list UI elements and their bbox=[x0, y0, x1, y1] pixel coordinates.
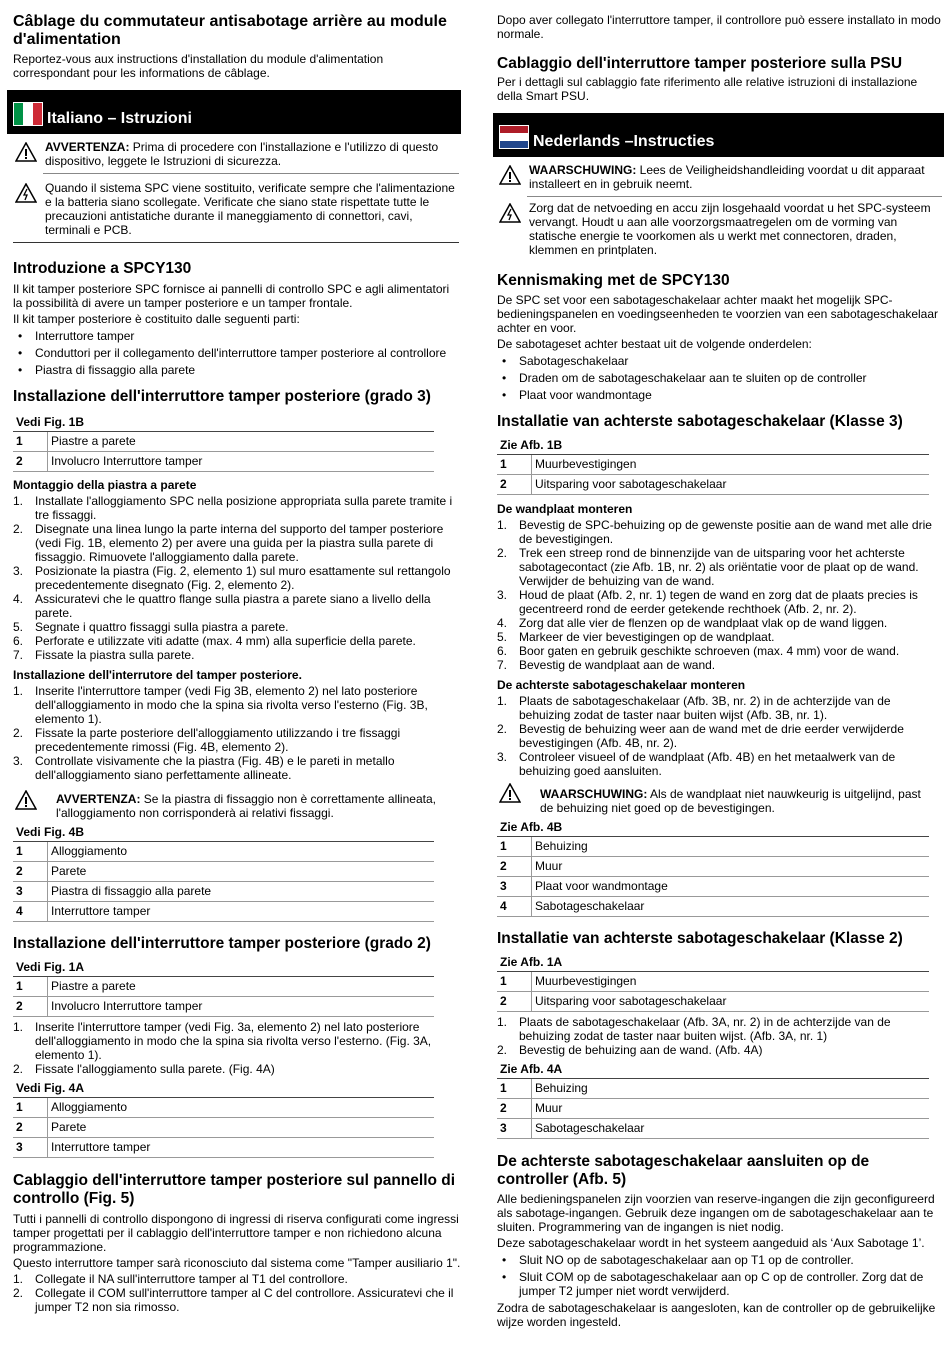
table-row: 3 Piastra di fissaggio alla parete bbox=[13, 882, 434, 902]
warning-text: Lees de Veiligheidshandleiding voordat u dit apparaat installeert en in gebruik neemt. bbox=[529, 163, 925, 191]
italian-banner-title: Italiano – Istruzioni bbox=[47, 110, 192, 127]
table-row: 1 Muurbevestigingen bbox=[497, 455, 929, 475]
table-row: 2 Involucro Interruttore tamper bbox=[13, 997, 434, 1017]
italian-flag-icon bbox=[13, 102, 43, 126]
klasse2-title: Installatie van achterste sabotageschakelaar (Klasse 2) bbox=[497, 930, 903, 947]
esd-warning-text: Quando il sistema SPC viene sostituito, verificate sempre che l'alimentazione e la batteria siano scollegate. Verificate che siano state rispettate tutte le precauzioni antistatiche durante il maneggiamento di connettori, cavi, terminali e PCB. bbox=[45, 181, 455, 237]
intro-paragraph: Il kit tamper posteriore SPC fornisce ai pannelli di controllo SPC e agli alimentatori la possibilità di avere un tamper posteriore e un tamper frontale. bbox=[13, 282, 450, 310]
warning-label: AVVERTENZA: bbox=[56, 792, 141, 806]
afb-4a-table bbox=[497, 1060, 929, 1139]
warning-label: AVVERTENZA: bbox=[45, 140, 130, 154]
table-header: Vedi Fig. 4B bbox=[13, 823, 434, 842]
connect-paragraph: Alle bedieningspanelen zijn voorzien van reserve-ingangen die zijn geconfigureerd als sabotage-ingangen. Gebruik deze ingangen om de sabotageschakelaar aan te sluiten. Programmering van de ingangen is niet nodig. bbox=[497, 1192, 935, 1234]
psu-title: Cablaggio dell'interruttore tamper posteriore sulla PSU bbox=[497, 55, 903, 72]
italian-banner bbox=[7, 90, 461, 134]
intro-paragraph: Il kit tamper posteriore è costituito dalle seguenti parti: bbox=[13, 312, 300, 326]
klasse3-title: Installatie van achterste sabotageschakelaar (Klasse 3) bbox=[497, 413, 903, 430]
list-item: • Draden om de sabotageschakelaar aan te sluiten op de controller bbox=[497, 371, 942, 385]
table-header: Zie Afb. 4B bbox=[497, 818, 929, 837]
table-row: 2 Uitsparing voor sabotageschakelaar bbox=[497, 992, 929, 1012]
step-item: 1. Inserite l'interruttore tamper (vedi Fig. 3a, elemento 2) nel lato posteriore dell'alloggiamento in modo che la spina sia rivolta verso l'esterno. (Fig. 3A, elemento 1). bbox=[13, 1020, 432, 1062]
wiring-paragraph: Questo interruttore tamper sarà riconosciuto dal sistema come "Tamper ausiliario 1". bbox=[13, 1256, 461, 1270]
steps-list bbox=[13, 494, 461, 662]
steps-list bbox=[13, 684, 461, 782]
table-header: Vedi Fig. 4A bbox=[13, 1079, 434, 1098]
step-item: 3. Houd de plaat (Afb. 2, nr. 1) tegen de wand en zorg dat de plaats precies is gecentreerd rond de eerder getekende rechthoek (Afb. 2, nr. 2). bbox=[497, 588, 918, 616]
step-item: 2. Bevestig de behuizing aan de wand. (Afb. 4A) bbox=[497, 1043, 763, 1057]
table-row: 1 Piastre a parete bbox=[13, 977, 434, 997]
parts-list bbox=[13, 329, 461, 377]
alignment-warning-note bbox=[13, 792, 441, 820]
table-row: 2 Involucro Interruttore tamper bbox=[13, 452, 434, 472]
warning-triangle-icon bbox=[499, 783, 521, 803]
table-row: 4 Interruttore tamper bbox=[13, 902, 434, 922]
esd-warning-note bbox=[13, 181, 461, 237]
steps-list bbox=[13, 1020, 461, 1076]
list-item: • Piastra di fissaggio alla parete bbox=[13, 363, 461, 377]
table-row: 1 Muurbevestigingen bbox=[497, 972, 929, 992]
connect-title: De achterste sabotageschakelaar aansluiten op de controller (Afb. 5) bbox=[497, 1153, 870, 1188]
connect-paragraph: Zodra de sabotageschakelaar is aangesloten, kan de controller op de gebruikelijke wijze worden ingesteld. bbox=[497, 1301, 936, 1329]
warning-note bbox=[497, 163, 942, 191]
table-row: 1 Piastre a parete bbox=[13, 432, 434, 452]
list-item: • Sluit COM op de sabotageschakelaar aan op C op de controller. Zorg dat de jumper T2 jumper niet wordt verwijderd. bbox=[497, 1270, 942, 1298]
step-item: 1. Inserite l'interruttore tamper (vedi Fig 3B, elemento 2) nel lato posteriore dell'alloggiamento in modo che la spina sia rivolta verso l'esterno (Fig. 3B, elemento 1). bbox=[13, 684, 428, 726]
step-item: 7. Bevestig de wandplaat aan de wand. bbox=[497, 658, 716, 672]
table-row: 1 Alloggiamento bbox=[13, 1098, 434, 1118]
divider bbox=[13, 242, 459, 243]
subheading: De achterste sabotageschakelaar monteren bbox=[497, 678, 746, 692]
step-item: 3. Controleer visueel of de wandplaat (Afb. 4B) en het metaalwerk van de behuizing goed aansluiten. bbox=[497, 750, 896, 778]
warning-triangle-icon bbox=[499, 165, 521, 185]
table-row: 2 Muur bbox=[497, 1099, 929, 1119]
table-header: Zie Afb. 4A bbox=[497, 1060, 929, 1079]
table-row: 1 Behuizing bbox=[497, 837, 929, 857]
dutch-banner bbox=[493, 113, 944, 157]
warning-triangle-icon bbox=[499, 203, 521, 223]
right-column bbox=[497, 0, 942, 1329]
dutch-flag-icon bbox=[499, 125, 529, 149]
intro-paragraph: De SPC set voor een sabotageschakelaar achter maakt het mogelijk SPC-bedieningspanelen en voedingseenheden te voorzien van een sabotageschakelaar achter en voor. bbox=[497, 293, 939, 335]
step-item: 2. Trek een streep rond de binnenzijde van de uitsparing voor het achterste sabotagecontact (zie Afb. 1B, nr. 2) als oriëntatie voor de plaat op de wand. Verwijder de behuizing van de wand. bbox=[497, 546, 919, 588]
grade2-title: Installazione dell'interruttore tamper posteriore (grado 2) bbox=[13, 935, 431, 952]
dutch-banner-title: Nederlands –Instructies bbox=[533, 133, 715, 150]
warning-text: Als de wandplaat niet nauwkeurig is uitgelijnd, past de behuizing niet goed op de bevestigingen. bbox=[540, 787, 921, 815]
divider bbox=[43, 173, 459, 174]
intro-paragraph: De sabotageset achter bestaat uit de volgende onderdelen: bbox=[497, 337, 812, 351]
left-column bbox=[13, 0, 461, 1314]
fr-section-title: Câblage du commutateur antisabotage arrière au module d'alimentation bbox=[13, 13, 447, 48]
subheading: Montaggio della piastra a parete bbox=[13, 478, 197, 492]
table-row: 2 Parete bbox=[13, 862, 434, 882]
step-item: 1. Installate l'alloggiamento SPC nella posizione appropriata sulla parete tramite i tre fissaggi. bbox=[13, 494, 453, 522]
step-item: 2. Fissate l'alloggiamento sulla parete. (Fig. 4A) bbox=[13, 1062, 275, 1076]
wiring-paragraph: Tutti i pannelli di controllo dispongono di ingressi di riserva configurati come ingressi tamper progettati per il cablaggio dell'interruttore tamper e non richiedono alcuna programmazione. bbox=[13, 1212, 459, 1254]
table-row: 4 Sabotageschakelaar bbox=[497, 897, 929, 917]
intro-title: Kennismaking met de SPCY130 bbox=[497, 272, 730, 289]
step-item: 2. Collegate il COM sull'interruttore tamper al C del controllore. Assicuratevi che il jumper T2 non sia rimosso. bbox=[13, 1286, 454, 1314]
step-item: 1. Collegate il NA sull'interruttore tamper al T1 del controllore. bbox=[13, 1272, 348, 1286]
step-item: 5. Markeer de vier bevestigingen op de wandplaat. bbox=[497, 630, 775, 644]
fr-section-text: Reportez-vous aux instructions d'installation du module d'alimentation correspondant pour les informations de câblage. bbox=[13, 52, 384, 80]
table-row: 1 Alloggiamento bbox=[13, 842, 434, 862]
step-item: 3. Controllate visivamente che la piastra (Fig. 4B) e le pareti in metallo dell'alloggiamento siano perfettamente allineate. bbox=[13, 754, 395, 782]
steps-list bbox=[13, 1272, 461, 1314]
afb-1a-table bbox=[497, 953, 929, 1012]
step-item: 3. Posizionate la piastra (Fig. 2, elemento 1) sul muro esattamente sul rettangolo precedentemente disegnato (Fig. 2, elemento 2). bbox=[13, 564, 451, 592]
step-item: 1. Bevestig de SPC-behuizing op de gewenste positie aan de wand met alle drie de bevestigingen. bbox=[497, 518, 932, 546]
list-item: • Interruttore tamper bbox=[13, 329, 461, 343]
intro-title: Introduzione a SPCY130 bbox=[13, 260, 192, 277]
steps-list bbox=[497, 1015, 942, 1057]
parts-list bbox=[497, 354, 942, 402]
subheading: Installazione dell'interrutore del tamper posteriore. bbox=[13, 668, 302, 682]
list-item: • Sabotageschakelaar bbox=[497, 354, 942, 368]
step-item: 1. Plaats de sabotageschakelaar (Afb. 3A, nr. 2) in de achterzijde van de behuizing zodat de taster naar buiten wijst. (Afb. 3A, nr. 1) bbox=[497, 1015, 891, 1043]
afb-4b-table bbox=[497, 818, 929, 917]
step-item: 2. Disegnate una linea lungo la parte interna del supporto del tamper posteriore (vedi Fig. 1B, elemento 2) per avere una guida per la piastra sulla parete di fissaggio. Rimuovete l'alloggiamento dalla parete. bbox=[13, 522, 444, 564]
esd-warning-note bbox=[497, 201, 942, 257]
warning-label: WAARSCHUWING: bbox=[540, 787, 648, 801]
step-item: 2. Fissate la parte posteriore dell'alloggiamento utilizzando i tre fissaggi precedentemente rimossi (Fig. 4B, elemento 2). bbox=[13, 726, 401, 754]
table-row: 3 Plaat voor wandmontage bbox=[497, 877, 929, 897]
step-item: 2. Bevestig de behuizing weer aan de wand met de drie eerder verwijderde bevestigingen (Afb. 4B, nr. 2). bbox=[497, 722, 904, 750]
table-row: 2 Muur bbox=[497, 857, 929, 877]
step-item: 4. Assicuratevi che le quattro flange sulla piastra a parete siano a livello della parete. bbox=[13, 592, 431, 620]
fig-4b-table bbox=[13, 823, 434, 922]
fig-4a-table bbox=[13, 1079, 434, 1158]
steps-list bbox=[497, 518, 942, 672]
warning-note bbox=[13, 140, 461, 168]
warning-triangle-icon bbox=[15, 183, 37, 203]
warning-text: Prima di procedere con l'installazione e l'utilizzo di questo dispositivo, leggete le Istruzioni di sicurezza. bbox=[45, 140, 439, 168]
alignment-warning-note bbox=[497, 787, 925, 815]
table-row: 1 Behuizing bbox=[497, 1079, 929, 1099]
warning-triangle-icon bbox=[15, 142, 37, 162]
fig-1b-table bbox=[13, 413, 434, 472]
table-header: Vedi Fig. 1B bbox=[13, 413, 434, 432]
step-item: 6. Boor gaten en gebruik geschikte schroeven (max. 4 mm) voor de wand. bbox=[497, 644, 900, 658]
warning-triangle-icon bbox=[15, 790, 37, 810]
step-item: 4. Zorg dat alle vier de flenzen op de wandplaat vlak op de wand liggen. bbox=[497, 616, 888, 630]
table-header: Zie Afb. 1B bbox=[497, 436, 929, 455]
table-header: Vedi Fig. 1A bbox=[13, 958, 434, 977]
steps-list bbox=[497, 694, 942, 778]
step-item: 6. Perforate e utilizzate viti adatte (max. 4 mm) alla superficie della parete. bbox=[13, 634, 416, 648]
divider bbox=[527, 196, 942, 197]
wiring-title: Cablaggio dell'interruttore tamper posteriore sul pannello di controllo (Fig. 5) bbox=[13, 1172, 456, 1207]
connect-list bbox=[497, 1253, 942, 1298]
table-row: 3 Interruttore tamper bbox=[13, 1138, 434, 1158]
table-row: 2 Uitsparing voor sabotageschakelaar bbox=[497, 475, 929, 495]
esd-warning-text: Zorg dat de netvoeding en accu zijn losgehaald voordat u het SPC-systeem vervangt. Houdt u aan alle voorzorgsmaatregelen om de vorming van statische energie te voorkomen als u werkt met connectoren, draden, klemmen en printplaten. bbox=[529, 201, 931, 257]
connect-paragraph: Deze sabotageschakelaar wordt in het systeem aangeduid als ‘Aux Sabotage 1’. bbox=[497, 1236, 925, 1250]
step-item: 5. Segnate i quattro fissaggi sulla piastra a parete. bbox=[13, 620, 289, 634]
list-item: • Conduttori per il collegamento dell'interruttore tamper posteriore al controllore bbox=[13, 346, 461, 360]
table-row: 3 Sabotageschakelaar bbox=[497, 1119, 929, 1139]
list-item: • Sluit NO op de sabotageschakelaar aan op T1 op de controller. bbox=[497, 1253, 942, 1267]
table-row: 2 Parete bbox=[13, 1118, 434, 1138]
table-header: Zie Afb. 1A bbox=[497, 953, 929, 972]
subheading: De wandplaat monteren bbox=[497, 502, 633, 516]
step-item: 1. Plaats de sabotageschakelaar (Afb. 3B, nr. 2) in de achterzijde van de behuizing zodat de taster naar buiten wijst (Afb. 3B, nr. 1). bbox=[497, 694, 891, 722]
fig-1a-table bbox=[13, 958, 434, 1017]
list-item: • Plaat voor wandmontage bbox=[497, 388, 942, 402]
psu-text: Per i dettagli sul cablaggio fate riferimento alle relative istruzioni di installazione della Smart PSU. bbox=[497, 75, 918, 103]
continuation-text: Dopo aver collegato l'interruttore tamper, il controllore può essere installato in modo normale. bbox=[497, 13, 941, 41]
step-item: 7. Fissate la piastra sulla parete. bbox=[13, 648, 195, 662]
warning-label: WAARSCHUWING: bbox=[529, 163, 637, 177]
afb-1b-table bbox=[497, 436, 929, 495]
warning-text: Se la piastra di fissaggio non è correttamente allineata, l'alloggiamento non corrisponderà ai relativi fissaggi. bbox=[56, 792, 436, 820]
grade3-title: Installazione dell'interruttore tamper posteriore (grado 3) bbox=[13, 388, 431, 405]
